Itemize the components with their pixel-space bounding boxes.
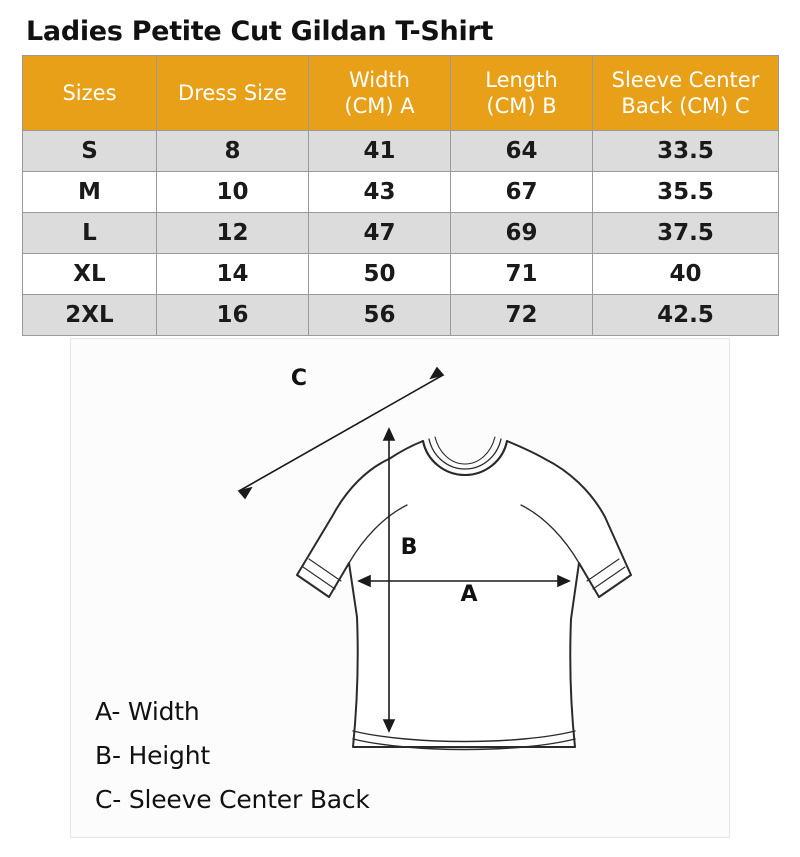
- table-row: [23, 254, 779, 295]
- table-header-row: [23, 56, 779, 131]
- cell-size: 2XL: [23, 295, 157, 336]
- column-header-sleeve-line1: Sleeve Center: [611, 67, 760, 92]
- label-a: A: [460, 582, 478, 607]
- cell-sleeve: 40: [593, 254, 779, 295]
- cell-size: M: [23, 172, 157, 213]
- cell-width: 47: [309, 213, 451, 254]
- cell-width: 56: [309, 295, 451, 336]
- cell-width: 50: [309, 254, 451, 295]
- cell-width: 41: [309, 131, 451, 172]
- page-title: Ladies Petite Cut Gildan T-Shirt: [26, 16, 494, 47]
- cell-sleeve: 35.5: [593, 172, 779, 213]
- table-body: [23, 131, 779, 336]
- column-header-sizes-line1: Sizes: [62, 80, 117, 105]
- cell-length: 69: [451, 213, 593, 254]
- cell-sleeve: 42.5: [593, 295, 779, 336]
- table-header: [23, 56, 779, 131]
- cell-width: 43: [309, 172, 451, 213]
- cell-sleeve: 33.5: [593, 131, 779, 172]
- column-header-width-line2: (CM) A: [344, 94, 415, 118]
- cell-length: 72: [451, 295, 593, 336]
- table-row: [23, 295, 779, 336]
- cell-length: 64: [451, 131, 593, 172]
- column-header-length-line1: Length: [485, 67, 558, 92]
- diagram-legend: [95, 690, 370, 822]
- cell-dress-size: 16: [157, 295, 309, 336]
- legend-item-a: A- Width: [95, 697, 200, 726]
- column-header-sleeve-line2: Back (CM) C: [621, 94, 750, 118]
- label-b: B: [400, 535, 418, 560]
- cell-dress-size: 8: [157, 131, 309, 172]
- cell-size: XL: [23, 254, 157, 295]
- legend-item-b: B- Height: [95, 741, 210, 770]
- cell-sleeve: 37.5: [593, 213, 779, 254]
- cell-dress-size: 14: [157, 254, 309, 295]
- cell-dress-size: 10: [157, 172, 309, 213]
- column-header-sizes: [23, 56, 157, 131]
- column-header-dress-size-line1: Dress Size: [178, 80, 287, 105]
- column-header-width: [309, 56, 451, 131]
- cell-length: 71: [451, 254, 593, 295]
- column-header-length-line2: (CM) B: [486, 94, 557, 118]
- cell-size: L: [23, 213, 157, 254]
- cell-length: 67: [451, 172, 593, 213]
- table-row: [23, 213, 779, 254]
- legend-item-c: C- Sleeve Center Back: [95, 785, 370, 814]
- column-header-length: [451, 56, 593, 131]
- table-row: [23, 172, 779, 213]
- column-header-dress-size: [157, 56, 309, 131]
- cell-size: S: [23, 131, 157, 172]
- cell-dress-size: 12: [157, 213, 309, 254]
- table-row: [23, 131, 779, 172]
- column-header-width-line1: Width: [348, 67, 410, 92]
- column-header-sleeve-center-back: [593, 56, 779, 131]
- size-table: [22, 55, 779, 336]
- label-c: C: [290, 366, 308, 391]
- tshirt-collar-rib: [435, 437, 495, 464]
